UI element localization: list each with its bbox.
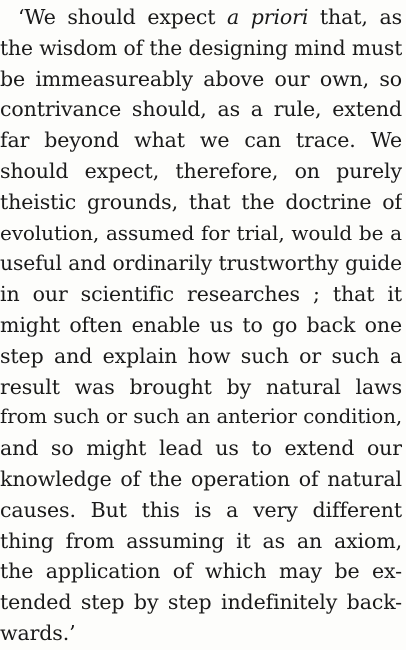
text-line: be immeasureably above our own, so <box>0 66 402 91</box>
text-line: theistic grounds, that the doctrine of <box>0 189 402 214</box>
text-line: should expect, therefore, on purely <box>0 158 402 183</box>
text-line: and so might lead us to extend our <box>0 436 402 461</box>
text-line: result was brought by natural laws <box>0 374 402 399</box>
quoted-passage <box>0 2 402 649</box>
text-line: far beyond what we can trace. We <box>0 128 402 153</box>
text-line: might often enable us to go back one <box>0 312 402 337</box>
text-line: the application of which may be ex- <box>0 559 402 584</box>
text-line: causes. But this is a very different <box>0 497 402 522</box>
text-line: evolution, assumed for trial, would be a <box>0 220 402 245</box>
text-line: knowledge of the operation of natural <box>0 466 402 491</box>
text-line: contrivance should, as a rule, extend <box>0 97 402 122</box>
text-line: wards.’ <box>0 620 76 645</box>
text-line: in our scientific researches ; that it <box>0 282 402 307</box>
text-line: useful and ordinarily trustworthy guide <box>0 251 402 276</box>
text-line: step and explain how such or such a <box>0 343 402 368</box>
text-line: the wisdom of the designing mind must <box>0 35 402 60</box>
text-line: from such or such an anterior condition, <box>0 405 402 429</box>
italic-phrase: a priori <box>227 5 309 29</box>
text-line: ‘We should expect a priori that, as <box>18 5 402 29</box>
text-line: thing from assuming it as an axiom, <box>0 528 402 553</box>
text-line: tended step by step indefinitely back- <box>0 590 402 615</box>
